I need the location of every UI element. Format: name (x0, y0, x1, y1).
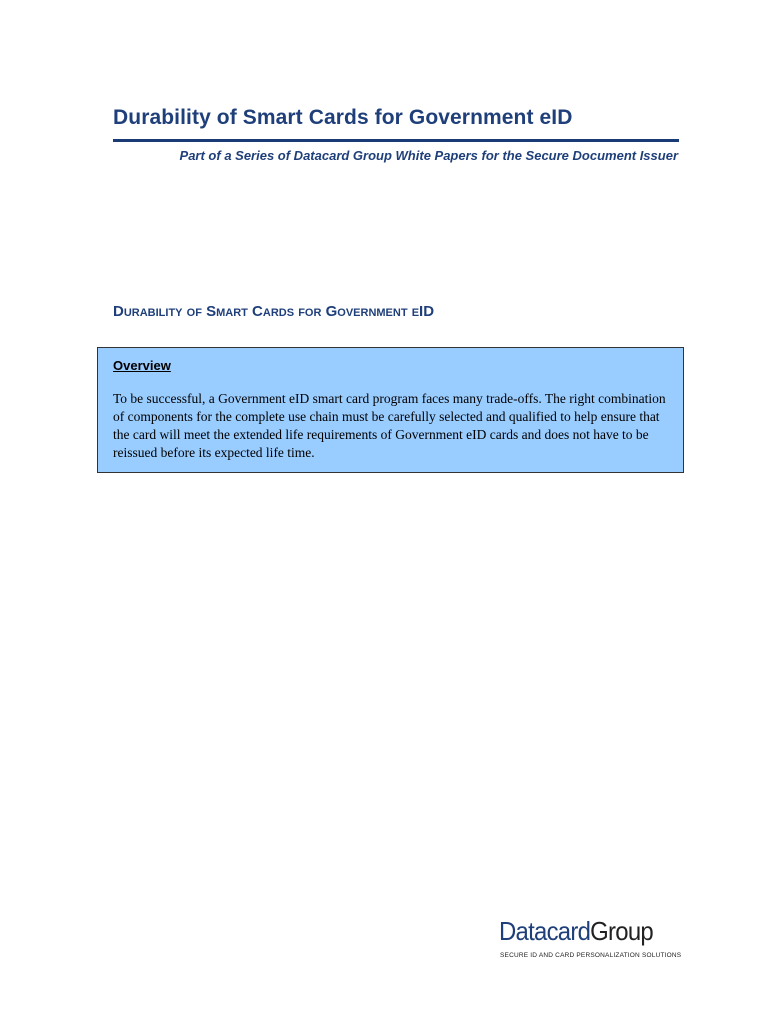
title-divider (113, 139, 679, 142)
logo-tagline: SECURE ID AND CARD PERSONALIZATION SOLUTIONS (500, 952, 682, 959)
overview-box (97, 347, 684, 473)
overview-text: To be successful, a Government eID smart card program faces many trade-offs. The right combination of components for the complete use chain must be carefully selected and qualified to help ensure that the card will meet the extended life requirements of Government eID cards and does not have to be reissued before its expected life time. (113, 391, 666, 460)
overview-heading: Overview (113, 358, 171, 373)
logo-wordmark (499, 914, 653, 948)
document-title: Durability of Smart Cards for Government eID (113, 106, 573, 129)
document-subtitle: Part of a Series of Datacard Group White Papers for the Secure Document Issuer (179, 148, 678, 163)
section-heading: Durability of Smart Cards for Government eID (113, 303, 435, 320)
logo-word-group: Group (590, 916, 653, 946)
logo-word-datacard: Datacard (499, 916, 591, 946)
datacard-group-logo (499, 914, 684, 966)
